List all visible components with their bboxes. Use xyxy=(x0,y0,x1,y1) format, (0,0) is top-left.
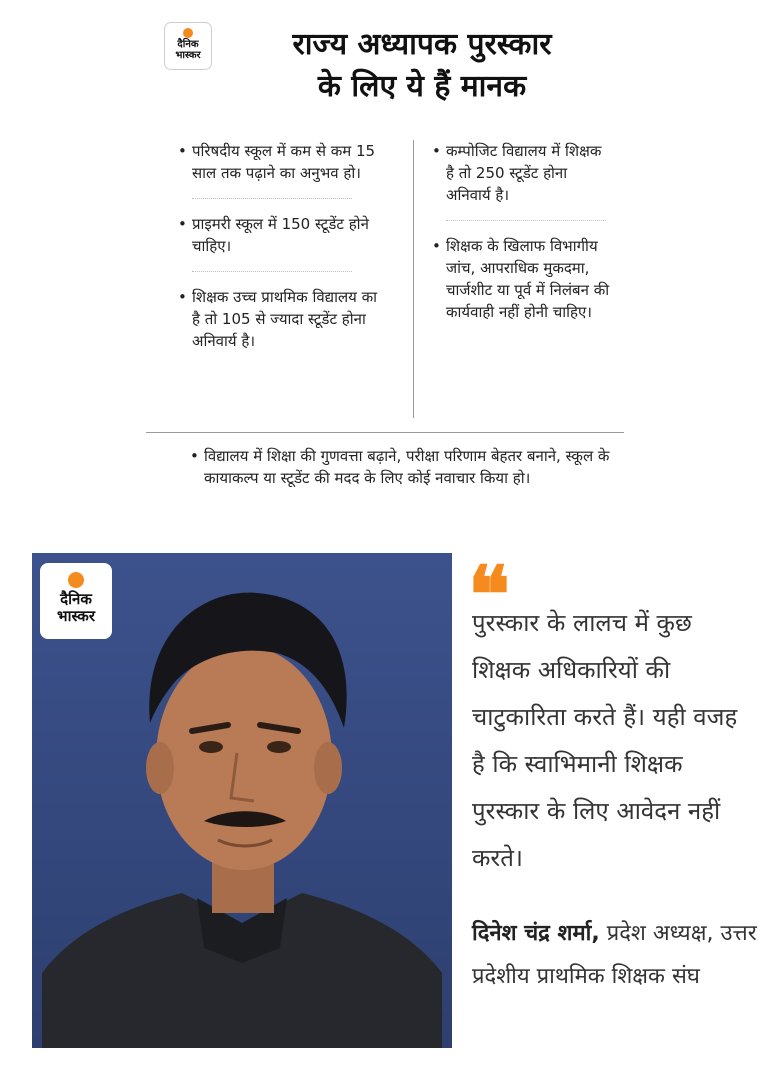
dotted-divider xyxy=(192,271,352,272)
criteria-item: • शिक्षक उच्च प्राथमिक विद्यालय का है तो 105 से ज्यादा स्टूडेंट होना अनिवार्य है। xyxy=(178,286,378,352)
author-name: दिनेश चंद्र शर्मा, xyxy=(472,921,600,946)
quote-mark-icon: ❝ xyxy=(468,550,510,641)
quote-text: पुरस्कार के लालच में कुछ शिक्षक अधिकारियों की चाटुकारिता करते हैं। यही वजह है कि स्वाभिमानी शिक्षक पुरस्कार के लिए आवेदन नहीं करते। xyxy=(472,609,738,872)
dotted-divider xyxy=(446,220,606,221)
column-divider xyxy=(413,140,414,418)
dainik-bhaskar-logo xyxy=(164,22,212,70)
dainik-bhaskar-logo xyxy=(40,563,112,639)
criteria-item: • परिषदीय स्कूल में कम से कम 15 साल तक पढ़ाने का अनुभव हो। xyxy=(178,140,378,184)
criteria-item: • शिक्षक के खिलाफ विभागीय जांच, आपराधिक मुकदमा, चार्जशीट या पूर्व में निलंबन की कार्यवाही नहीं होनी चाहिए। xyxy=(432,235,612,323)
title-line2: के लिए ये हैं मानक xyxy=(317,69,527,104)
dotted-divider xyxy=(192,198,352,199)
logo-text-line1: दैनिक xyxy=(60,590,92,608)
logo-dot-icon xyxy=(183,28,193,38)
section-divider xyxy=(146,432,624,433)
title-line1: राज्य अध्यापक पुरस्कार xyxy=(292,27,552,62)
author-title: प्रदेश अध्यक्ष, उत्तर प्रदेशीय प्राथमिक शिक्षक संघ xyxy=(472,921,757,989)
criteria-right-column xyxy=(432,140,612,337)
logo-dot-icon xyxy=(68,572,84,588)
person-photo xyxy=(32,553,452,1048)
criteria-item: • कम्पोजिट विद्यालय में शिक्षक है तो 250 स्टूडेंट होना अनिवार्य है। xyxy=(432,140,612,206)
criteria-item-bottom: • विद्यालय में शिक्षा की गुणवत्ता बढ़ाने, परीक्षा परिणाम बेहतर बनाने, स्कूल के कायाकल्प या स्टूडेंट की मदद के लिए कोई नवाचार किया हो। xyxy=(190,445,624,489)
criteria-item: • प्राइमरी स्कूल में 150 स्टूडेंट होने चाहिए। xyxy=(178,213,378,257)
quote-author xyxy=(472,912,762,998)
logo-text-line2: भास्कर xyxy=(175,50,201,61)
page-title xyxy=(222,24,622,108)
logo-text-line2: भास्कर xyxy=(57,607,95,625)
criteria-left-column xyxy=(178,140,378,366)
logo-text-line1: दैनिक xyxy=(177,39,199,50)
